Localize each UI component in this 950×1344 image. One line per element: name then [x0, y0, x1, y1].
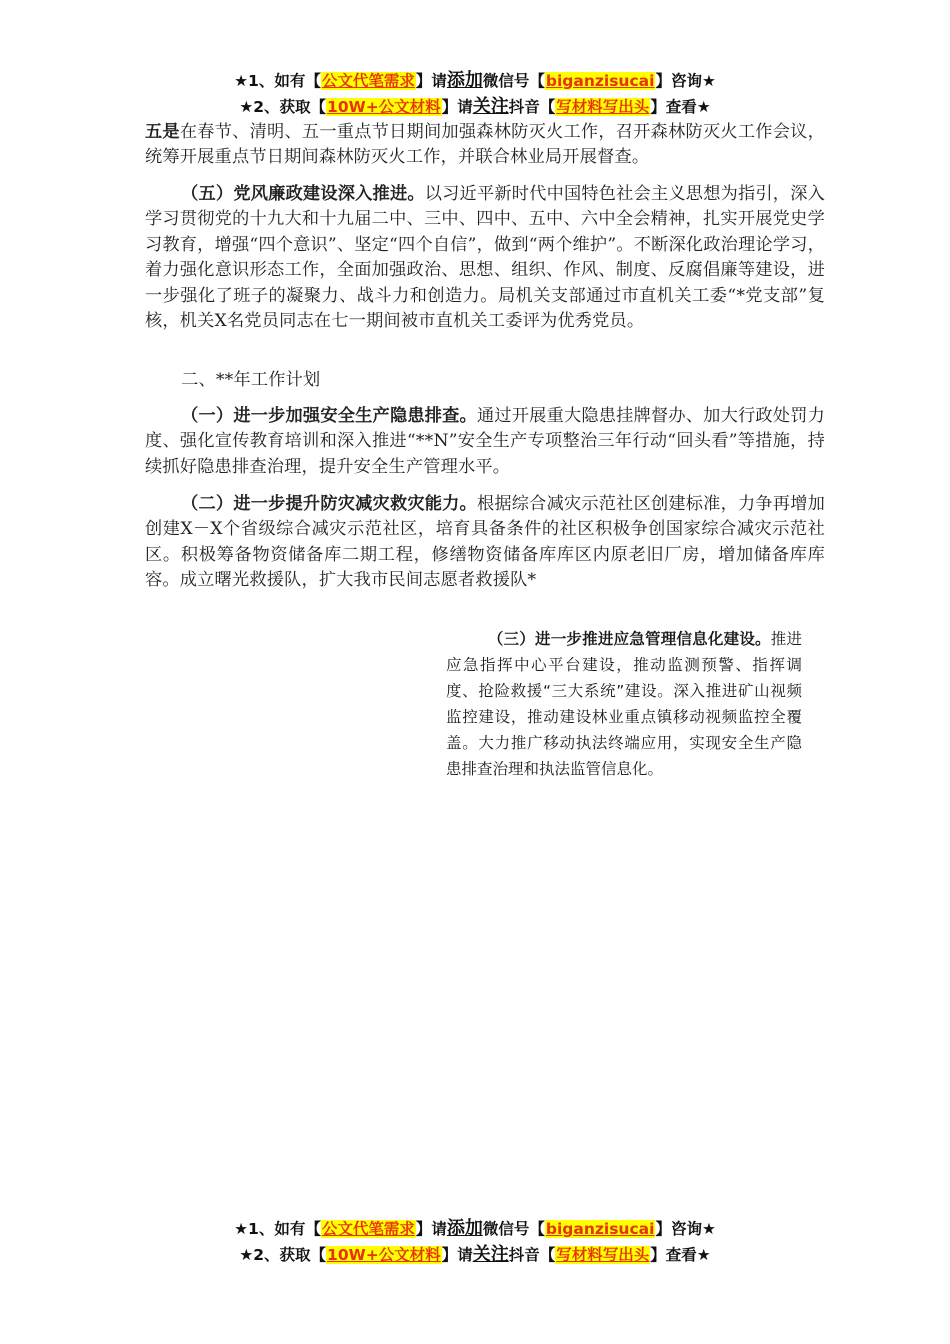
banner-text: 抖音【 [508, 1246, 556, 1264]
highlight-wechat-id: biganzisucai [545, 1220, 655, 1238]
banner-text: 】咨询★ [655, 1220, 716, 1238]
banner-text: 】请 [441, 1246, 473, 1264]
banner-line-1 [0, 68, 950, 94]
paragraph-body: 根据综合减灾示范社区创建标准，力争再增加创建X－X个省级综合减灾示范社区，培育具备条件的社区积极争创国家综合减灾示范社区。积极筹备物资储备库二期工程，修缮物资储备库库区内原老旧厂房，增加储备库库容。成立曙光救援队，扩大我市民间志愿者救援队* [145, 494, 825, 591]
banner-text: ★1、如有【 [234, 1220, 321, 1238]
paragraph-body: 通过开展重大隐患挂牌督办、加大行政处罚力度、强化宣传教育培训和深入推进“**N”安全生产专项整治三年行动“回头看”等措施，持续抓好隐患排查治理，提升安全生产管理水平。 [145, 406, 825, 477]
highlight-douyin-account: 写材料写出头 [556, 98, 650, 116]
highlight-service: 公文代笔需求 [321, 72, 415, 90]
paragraph-body: 以习近平新时代中国特色社会主义思想为指引，深入学习贯彻党的十九大和十九届二中、三中、四中、五中、六中全会精神，扎实开展党史学习教育，增强“四个意识”、坚定“四个自信”，做到“两个维护”。不断深化政治理论学习，着力强化意识形态工作，全面加强政治、思想、组织、作风、制度、反腐倡廉等建设，进一步强化了班子的凝聚力、战斗力和创造力。局机关支部通过市直机关工委“*党支部”复核，机关X名党员同志在七一期间被市直机关工委评为优秀党员。 [145, 184, 825, 332]
banner-text: 】咨询★ [655, 72, 716, 90]
highlight-materials: 10W+公文材料 [327, 1246, 441, 1264]
banner-line-2 [0, 94, 950, 120]
paragraph-lead: 五是 [145, 122, 180, 142]
banner-text: ★1、如有【 [234, 72, 321, 90]
highlight-douyin-account: 写材料写出头 [556, 1246, 650, 1264]
banner-line-1 [0, 1216, 950, 1242]
paragraph-body: 推进应急指挥中心平台建设，推动监测预警、指挥调度、抢险救援“三大系统”建设。深入推进矿山视频监控建设，推动建设林业重点镇移动视频监控全覆盖。大力推广移动执法终端应用，实现安全生产隐患排查治理和执法监管信息化。 [446, 630, 802, 778]
banner-text: 抖音【 [508, 98, 556, 116]
paragraph-party-conduct [145, 182, 825, 334]
paragraph-lead: （五）党风廉政建设深入推进。 [181, 184, 425, 204]
banner-text: 】查看★ [650, 98, 711, 116]
highlight-service: 公文代笔需求 [321, 1220, 415, 1238]
banner-text: 】请 [415, 72, 447, 90]
banner-emphasis: 添加 [446, 70, 483, 91]
paragraph-disaster-relief [145, 492, 825, 594]
paragraph-forest-fire [145, 120, 825, 171]
paragraph-informatization [446, 626, 802, 782]
banner-emphasis: 关注 [472, 1244, 509, 1265]
banner-text: 微信号【 [482, 72, 545, 90]
banner-line-2 [0, 1242, 950, 1268]
top-banner [0, 68, 950, 120]
section-heading-work-plan: 二、**年工作计划 [181, 370, 321, 390]
banner-emphasis: 添加 [446, 1218, 483, 1239]
highlight-wechat-id: biganzisucai [545, 72, 655, 90]
highlight-materials: 10W+公文材料 [327, 98, 441, 116]
banner-text: 】查看★ [650, 1246, 711, 1264]
banner-text: 】请 [415, 1220, 447, 1238]
banner-text: ★2、获取【 [239, 1246, 327, 1264]
paragraph-safety-hazards [145, 404, 825, 480]
banner-emphasis: 关注 [472, 96, 509, 117]
banner-text: 微信号【 [482, 1220, 545, 1238]
paragraph-body: 在春节、清明、五一重点节日期间加强森林防灭火工作，召开森林防灭火工作会议，统筹开展重点节日期间森林防灭火工作，并联合林业局开展督查。 [145, 122, 825, 168]
bottom-banner [0, 1216, 950, 1268]
paragraph-lead: （一）进一步加强安全生产隐患排查。 [181, 406, 477, 426]
paragraph-lead: （三）进一步推进应急管理信息化建设。 [487, 630, 771, 648]
paragraph-lead: （二）进一步提升防灾减灾救灾能力。 [181, 494, 477, 514]
banner-text: 】请 [441, 98, 473, 116]
banner-text: ★2、获取【 [239, 98, 327, 116]
